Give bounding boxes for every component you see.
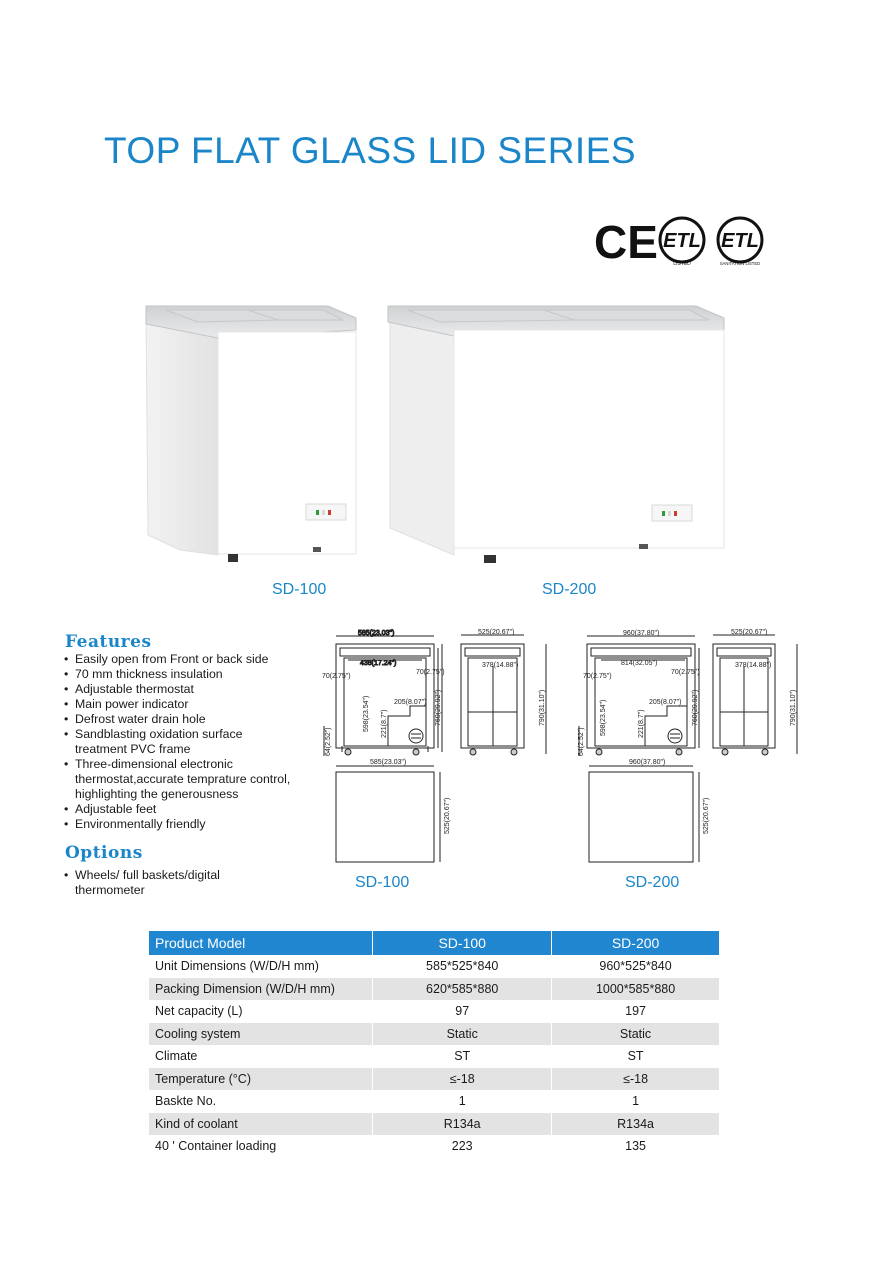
- table-cell: Kind of coolant: [149, 1113, 373, 1136]
- svg-text:221(8.7"): 221(8.7"): [638, 709, 645, 738]
- table-cell: 223: [373, 1135, 552, 1158]
- svg-text:70(2.75"): 70(2.75"): [416, 669, 445, 676]
- svg-text:525(20.67"): 525(20.67"): [731, 629, 768, 636]
- svg-text:64(2.52"): 64(2.52"): [325, 727, 332, 756]
- table-row: [149, 1000, 720, 1023]
- etl-listed-logo: [657, 216, 707, 271]
- svg-text:585(23.03"): 585(23.03"): [370, 759, 407, 766]
- side-view-sd200: [713, 635, 797, 755]
- svg-text:70(2.75"): 70(2.75"): [322, 673, 351, 680]
- feature-item: • Sandblasting oxidation surface treatment PVC frame: [64, 727, 265, 757]
- table-cell: Static: [552, 1023, 720, 1046]
- svg-text:CE: CE: [594, 216, 658, 268]
- table-cell: 1000*585*880: [552, 978, 720, 1001]
- drawing-sd100: [318, 626, 563, 871]
- feature-item: • Environmentally friendly: [64, 817, 304, 832]
- table-cell: 40 ' Container loading: [149, 1135, 373, 1158]
- table-cell: 97: [373, 1000, 552, 1023]
- svg-text:ETL: ETL: [721, 230, 759, 252]
- table-row: [149, 1045, 720, 1068]
- freezer-photo-sd100: [138, 300, 363, 577]
- drawing-caption-sd200: SD-200: [625, 874, 680, 891]
- svg-text:70(2.75"): 70(2.75"): [583, 673, 612, 680]
- svg-text:790(31.10"): 790(31.10"): [539, 689, 546, 726]
- table-cell: Net capacity (L): [149, 1000, 373, 1023]
- svg-text:70(2.75"): 70(2.75"): [671, 669, 700, 676]
- table-cell: R134a: [373, 1113, 552, 1136]
- svg-text:ETL: ETL: [663, 230, 701, 252]
- table-row: [149, 1090, 720, 1113]
- table-cell: ST: [552, 1045, 720, 1068]
- svg-text:525(20.67"): 525(20.67"): [703, 797, 710, 834]
- svg-text:814(32.05"): 814(32.05"): [621, 660, 658, 667]
- svg-text:525(20.67"): 525(20.67"): [444, 797, 451, 834]
- table-cell: ≤-18: [373, 1068, 552, 1091]
- table-cell: Packing Dimension (W/D/H mm): [149, 978, 373, 1001]
- feature-item: • Easily open from Front or back side: [64, 652, 304, 667]
- table-cell: Cooling system: [149, 1023, 373, 1046]
- feature-item: • Three-dimensional electronic thermostat,accurate temprature control, highlighting the generousness: [64, 757, 304, 802]
- svg-text:790(31.10"): 790(31.10"): [790, 689, 797, 726]
- table-cell: Static: [373, 1023, 552, 1046]
- table-cell: Climate: [149, 1045, 373, 1068]
- svg-text:598(23.54"): 598(23.54"): [363, 695, 370, 732]
- etl-sanitation-logo: [715, 216, 765, 271]
- svg-text:64(2.52"): 64(2.52"): [578, 727, 585, 756]
- feature-item: • 70 mm thickness insulation: [64, 667, 304, 682]
- feature-item: • Adjustable thermostat: [64, 682, 304, 697]
- feature-item: • Defrost water drain hole: [64, 712, 304, 727]
- table-cell: ≤-18: [552, 1068, 720, 1091]
- photo-caption-sd100: SD-100: [272, 581, 327, 598]
- ce-mark-logo: [593, 216, 658, 269]
- svg-text:378(14.88"): 378(14.88"): [482, 662, 519, 669]
- feature-item: • Main power indicator: [64, 697, 304, 712]
- svg-text:760(29.92"): 760(29.92"): [692, 689, 699, 726]
- table-cell: Unit Dimensions (W/D/H mm): [149, 955, 373, 978]
- spec-table: [149, 931, 720, 1158]
- header-cell: SD-100: [373, 931, 552, 955]
- drawing-caption-sd100: SD-100: [355, 874, 410, 891]
- svg-text:438(17.24"): 438(17.24"): [360, 660, 397, 667]
- freezer-photo-sd200: [384, 300, 729, 570]
- table-row: [149, 978, 720, 1001]
- spec-table-header: [149, 931, 720, 955]
- svg-text:598(23.54"): 598(23.54"): [600, 699, 607, 736]
- table-row: [149, 1113, 720, 1136]
- table-cell: ST: [373, 1045, 552, 1068]
- table-cell: 197: [552, 1000, 720, 1023]
- table-cell: 135: [552, 1135, 720, 1158]
- options-heading: Options: [65, 843, 143, 863]
- table-cell: 1: [373, 1090, 552, 1113]
- table-row: [149, 955, 720, 978]
- svg-text:378(14.88"): 378(14.88"): [735, 662, 772, 669]
- svg-text:205(8.07"): 205(8.07"): [394, 699, 427, 706]
- svg-text:525(20.67"): 525(20.67"): [478, 629, 515, 636]
- drawing-sd200: [575, 626, 815, 871]
- table-row: [149, 1135, 720, 1158]
- svg-text:585(23.03"): 585(23.03"): [358, 630, 395, 637]
- header-cell: SD-200: [552, 931, 720, 955]
- page-title: TOP FLAT GLASS LID SERIES: [104, 130, 637, 171]
- table-cell: R134a: [552, 1113, 720, 1136]
- options-list: [64, 868, 234, 898]
- table-cell: Baskte No.: [149, 1090, 373, 1113]
- side-view-sd100: [461, 635, 546, 755]
- svg-text:221(8.7"): 221(8.7"): [381, 709, 388, 738]
- table-row: [149, 1023, 720, 1046]
- top-view-sd100: [336, 766, 440, 862]
- feature-item: • Adjustable feet: [64, 802, 304, 817]
- option-item: • Wheels/ full baskets/digital thermometer: [64, 868, 234, 898]
- table-cell: Temperature (°C): [149, 1068, 373, 1091]
- svg-text:SANITATION LISTED: SANITATION LISTED: [719, 261, 761, 266]
- table-cell: 1: [552, 1090, 720, 1113]
- features-list: [64, 652, 304, 832]
- table-cell: 585*525*840: [373, 955, 552, 978]
- top-view-sd200: [589, 766, 699, 862]
- svg-text:LISTED: LISTED: [673, 261, 691, 267]
- svg-text:960(37.80"): 960(37.80"): [623, 630, 660, 637]
- header-cell: Product Model: [149, 931, 373, 955]
- svg-text:960(37.80"): 960(37.80"): [629, 759, 666, 766]
- table-row: [149, 1068, 720, 1091]
- svg-text:760(29.92"): 760(29.92"): [435, 689, 442, 726]
- table-cell: 960*525*840: [552, 955, 720, 978]
- features-heading: Features: [65, 632, 152, 652]
- photo-caption-sd200: SD-200: [542, 581, 597, 598]
- svg-text:205(8.07"): 205(8.07"): [649, 699, 682, 706]
- table-cell: 620*585*880: [373, 978, 552, 1001]
